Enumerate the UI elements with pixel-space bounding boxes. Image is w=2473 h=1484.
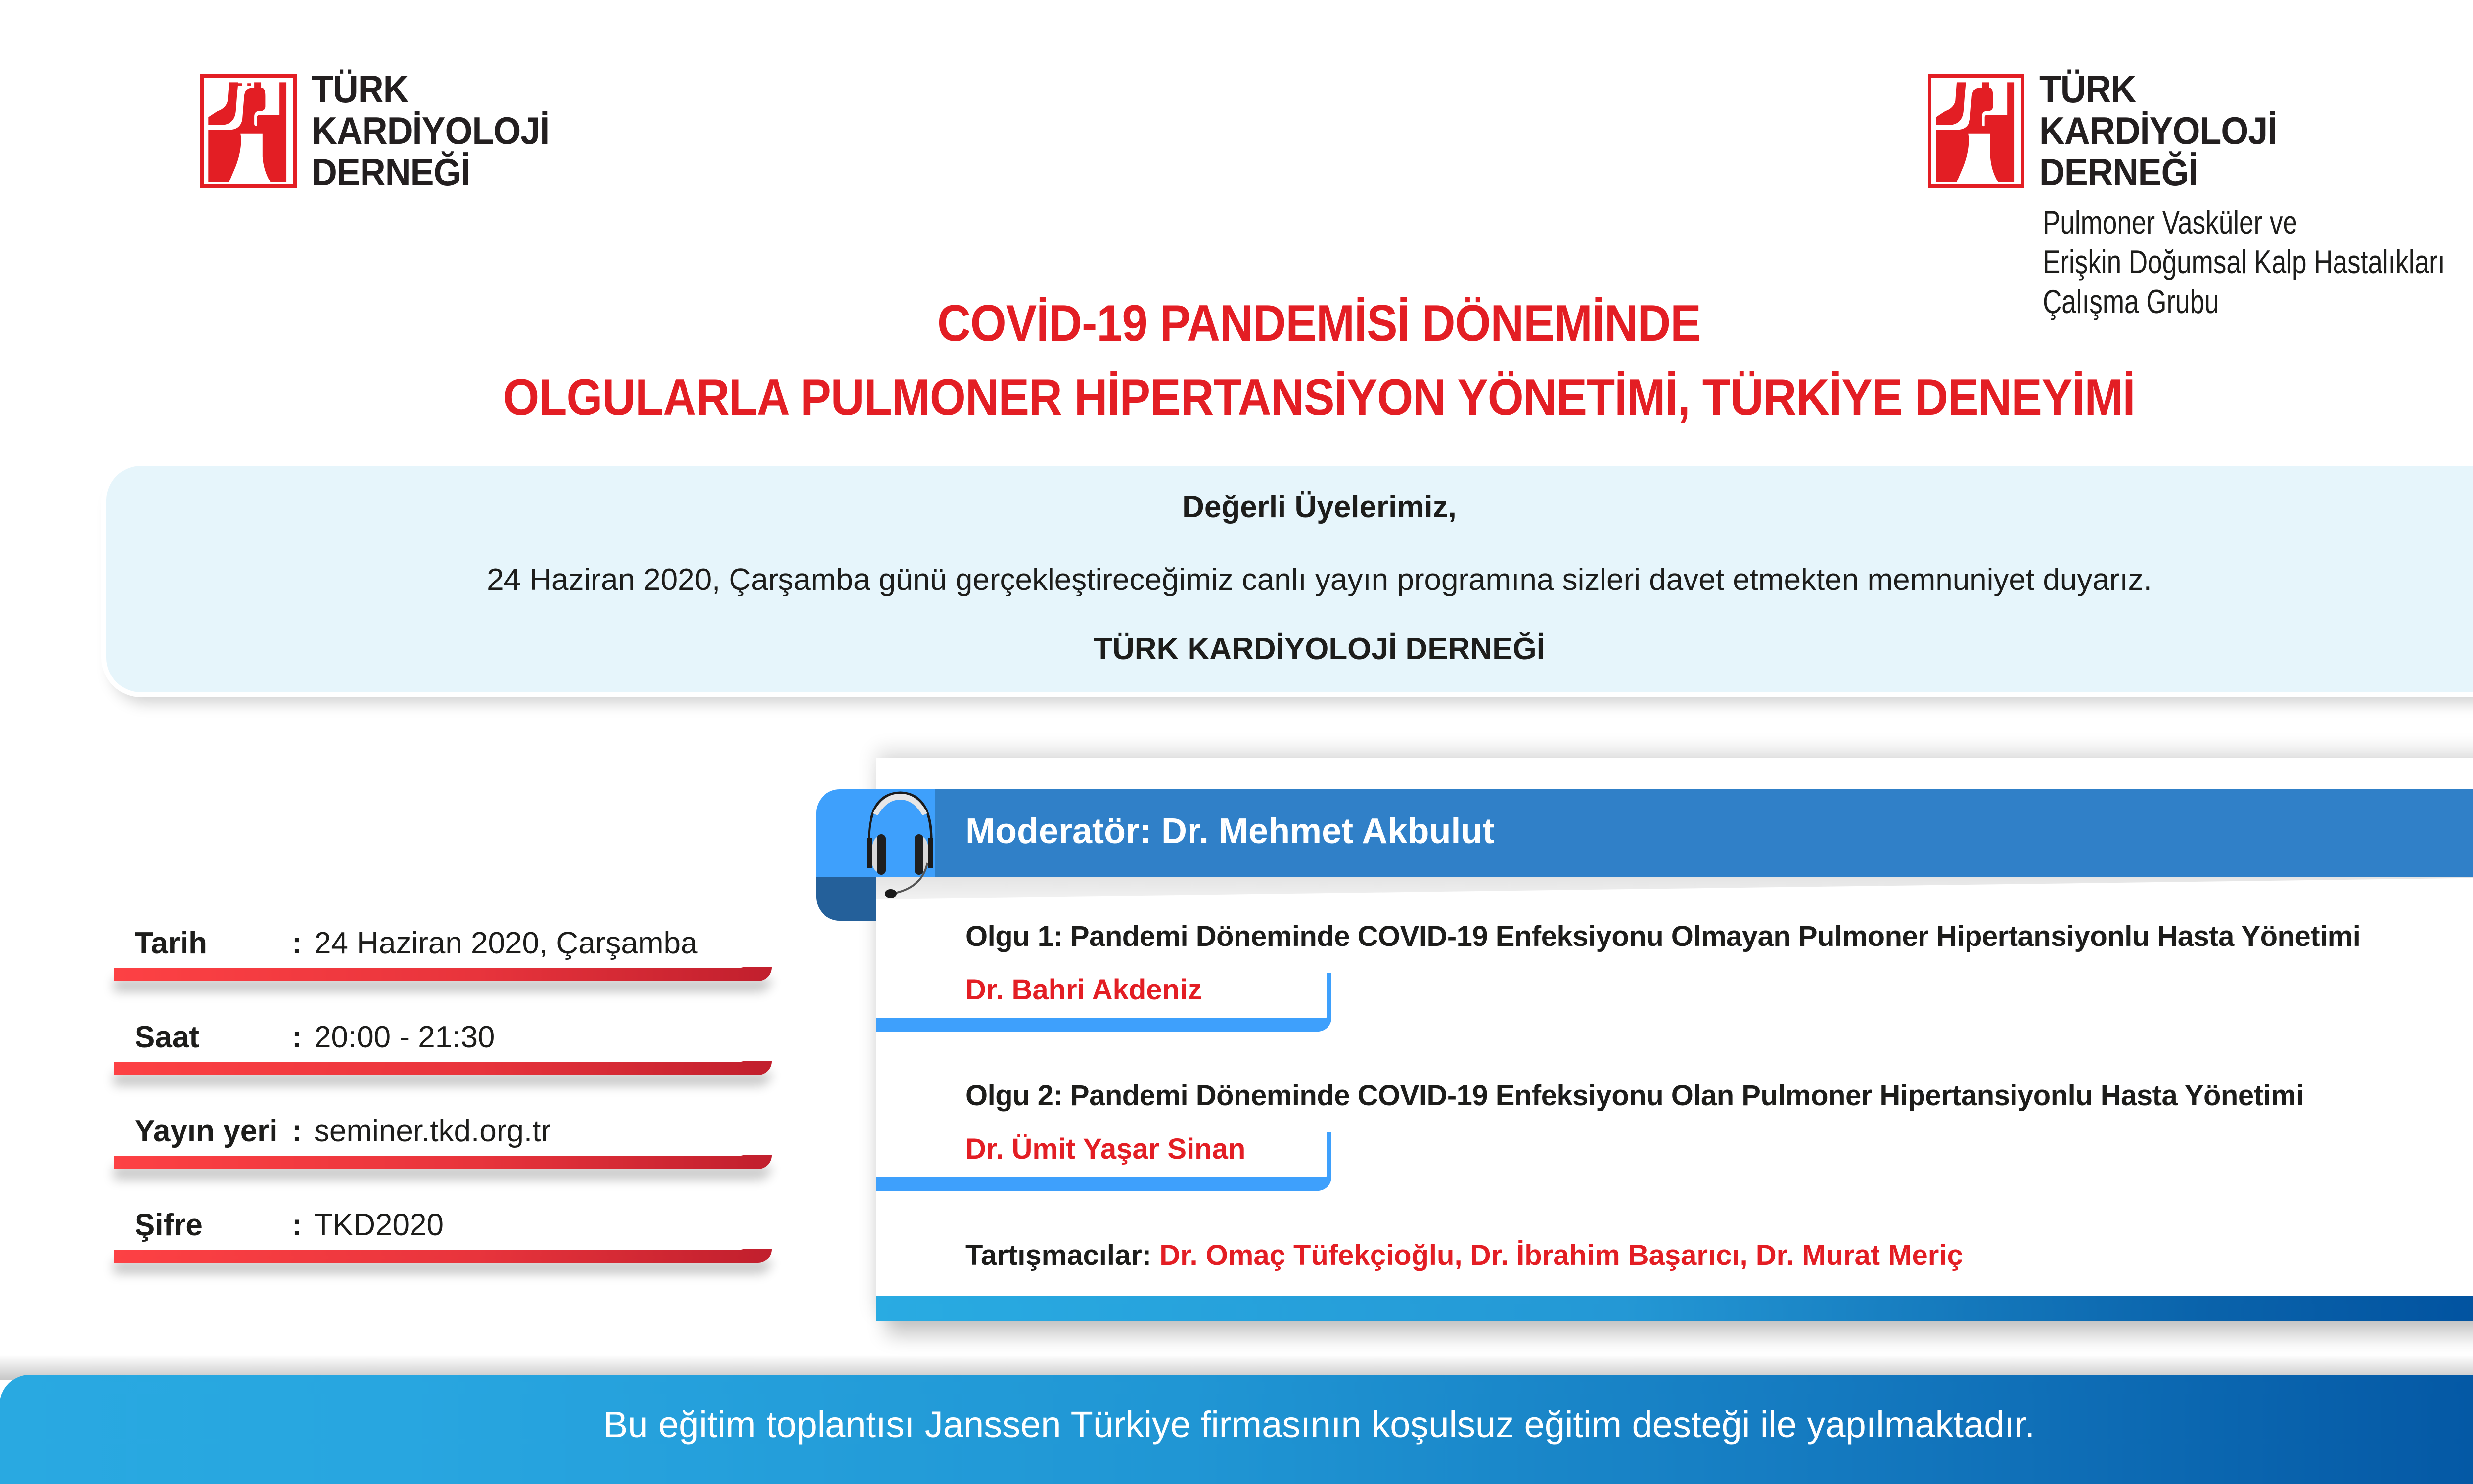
info-row-password: [114, 1200, 772, 1264]
discussants: [965, 1239, 1963, 1272]
info-label: Saat: [135, 1020, 199, 1054]
info-value: 20:00 - 21:30: [314, 1020, 495, 1054]
info-row-time: [114, 1012, 772, 1076]
heart-logo-icon: [1928, 74, 2024, 188]
info-separator: :: [292, 1114, 302, 1148]
info-row-venue: [114, 1106, 772, 1170]
speaker-bar-edge: [1317, 973, 1331, 1032]
info-underline: [114, 1249, 772, 1263]
info-separator: :: [292, 1020, 302, 1054]
session-speaker: Dr. Ümit Yaşar Sinan: [965, 1133, 1246, 1165]
logo-line: TÜRK: [312, 67, 409, 111]
working-group-line: Pulmoner Vasküler ve: [2043, 204, 2297, 241]
heart-logo-icon: [200, 74, 297, 188]
info-row-date: [114, 918, 772, 982]
sponsor-disclaimer: Bu eğitim toplantısı Janssen Türkiye firmasının koşulsuz eğitim desteği ile yapılmaktadır.: [603, 1404, 2035, 1445]
invitation-body: 24 Haziran 2020, Çarşamba günü gerçekleştireceğimiz canlı yayın programına sizleri davet etmekten memnuniyet duyarız.: [487, 563, 2152, 597]
info-value: 24 Haziran 2020, Çarşamba: [314, 926, 698, 960]
discussants-names: Dr. Omaç Tüfekçioğlu, Dr. İbrahim Başarıcı, Dr. Murat Meriç: [1151, 1239, 1963, 1271]
logo-line: DERNEĞİ: [312, 150, 470, 194]
tkd-logo-right: [1928, 67, 2297, 194]
logo-line: KARDİYOLOJİ: [312, 109, 550, 152]
moderator-name: Moderatör: Dr. Mehmet Akbulut: [965, 811, 1495, 851]
invitation-box: [106, 466, 2473, 692]
info-label: Yayın yeri: [135, 1114, 278, 1148]
logo-line: TÜRK: [2039, 67, 2136, 111]
speaker-underline: [876, 1018, 1331, 1032]
info-underline: [114, 1061, 772, 1075]
working-group-line: Çalışma Grubu: [2043, 283, 2219, 320]
info-underline: [114, 967, 772, 981]
logo-line: DERNEĞİ: [2039, 150, 2198, 194]
event-title-line-2: OLGULARLA PULMONER HİPERTANSİYON YÖNETİMİ, TÜRKİYE DENEYİMİ: [503, 369, 2135, 426]
event-title-line-1: COVİD-19 PANDEMİSİ DÖNEMİNDE: [937, 295, 1701, 352]
info-value-link[interactable]: seminer.tkd.org.tr: [314, 1114, 551, 1148]
invitation-signature: TÜRK KARDİYOLOJİ DERNEĞİ: [1094, 632, 1545, 666]
info-label: Tarih: [135, 926, 207, 960]
invitation-greeting: Değerli Üyelerimiz,: [1182, 490, 1457, 524]
discussants-label: Tartışmacılar:: [965, 1239, 1152, 1271]
headset-icon: [858, 789, 942, 902]
tkd-logo-left: [200, 67, 570, 194]
session-title: Olgu 1: Pandemi Döneminde COVID-19 Enfeksiyonu Olmayan Pulmoner Hipertansiyonlu Hasta Yönetimi: [965, 920, 2361, 952]
info-separator: :: [292, 1208, 302, 1242]
session-speaker: Dr. Bahri Akdeniz: [965, 974, 1202, 1006]
info-label: Şifre: [135, 1208, 203, 1242]
info-separator: :: [292, 926, 302, 960]
info-underline: [114, 1155, 772, 1169]
speaker-underline: [876, 1177, 1331, 1191]
working-group-line: Erişkin Doğumsal Kalp Hastalıkları: [2043, 243, 2445, 281]
program-card-footer-bar: [876, 1296, 2473, 1321]
session-title: Olgu 2: Pandemi Döneminde COVID-19 Enfeksiyonu Olan Pulmoner Hipertansiyonlu Hasta Yönetimi: [965, 1079, 2304, 1112]
logo-line: KARDİYOLOJİ: [2039, 109, 2277, 152]
logo-wordmark: [2039, 68, 2277, 193]
info-value: TKD2020: [314, 1208, 444, 1242]
logo-wordmark: [312, 68, 549, 193]
speaker-bar-edge: [1317, 1132, 1331, 1191]
